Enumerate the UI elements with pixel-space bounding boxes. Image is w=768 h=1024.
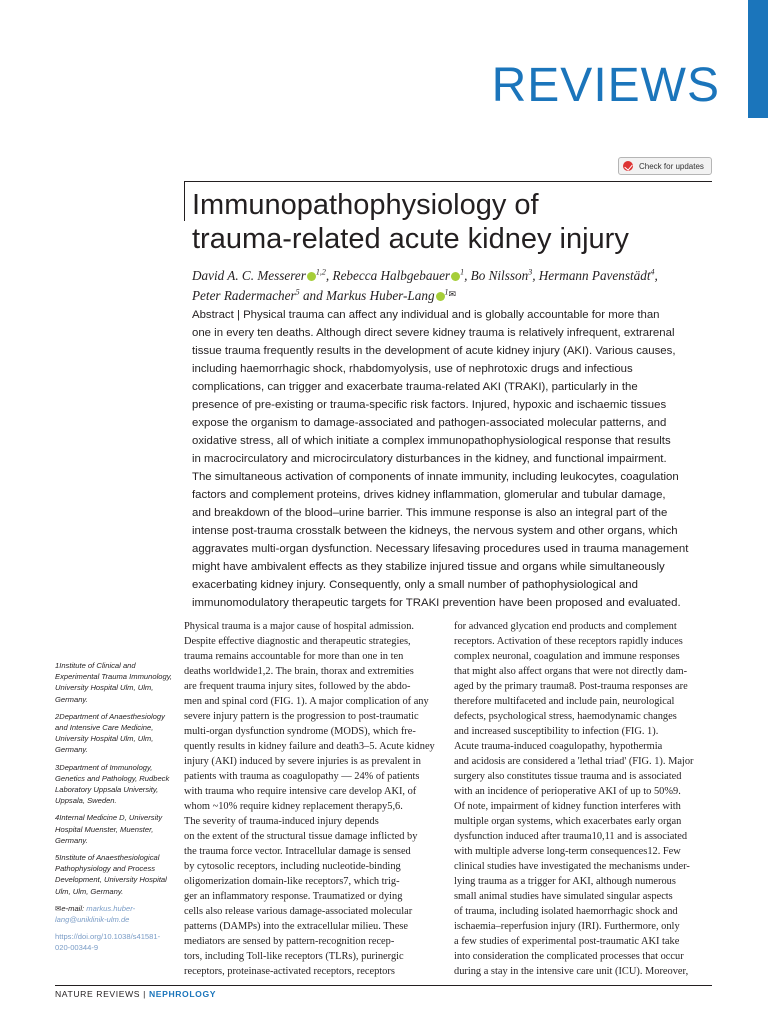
author-affiliation: 3	[528, 267, 533, 277]
affiliation: 1Institute of Clinical and Experimental Trauma Immunology, University Hospital Ulm, Ulm, Germany.	[55, 661, 173, 704]
title-line-1: Immunopathophysiology of	[192, 189, 539, 221]
journal-section: NEPHROLOGY	[148, 989, 217, 999]
author-name[interactable]: David A. C. Messerer	[192, 268, 306, 283]
author-affiliation: 1	[460, 267, 465, 277]
check-updates-label: Check for updates	[639, 161, 704, 171]
footer	[55, 989, 216, 999]
article-title	[192, 188, 712, 256]
author-name[interactable]: Markus Huber-Lang	[326, 288, 435, 303]
orcid-icon[interactable]	[451, 272, 460, 281]
author-affiliation: 4	[650, 267, 655, 277]
author-list: David A. C. Messerer $^{1,2}$, Rebecca Halbgebauer $^1$, Bo Nilsson$^3$, Hermann Pavenstädt$^4$, Peter Radermacher$^5$ and Markus Huber-Lang $^{1✉}$	[192, 267, 658, 303]
affiliation: 2Department of Anaesthesiology and Intensive Care Medicine, University Hospital Ulm, Ulm, Germany.	[55, 711, 165, 755]
affiliation: 4Internal Medicine D, University Hospital Muenster, Muenster, Germany.	[55, 813, 163, 845]
author-affiliation: 5	[295, 287, 300, 297]
affiliation: 3Department of Immunology, Genetics and Pathology, Rudbeck Laboratory Uppsala University, Uppsala, Sweden.	[55, 762, 170, 806]
email-line	[55, 903, 175, 925]
abstract-label: Abstract	[192, 309, 234, 321]
title-vertical-rule	[184, 181, 185, 221]
affiliations	[55, 660, 175, 960]
title-rule	[184, 181, 712, 182]
doi-link[interactable]: https://doi.org/10.1038/s41581-020-00344-9	[55, 932, 161, 953]
author-name[interactable]: Peter Radermacher	[192, 288, 296, 303]
envelope-icon[interactable]: ✉	[448, 289, 457, 299]
check-updates-button[interactable]	[618, 157, 712, 175]
orcid-icon[interactable]	[436, 292, 445, 301]
author-affiliation: 1,2	[315, 267, 326, 277]
author-affiliation: 1	[444, 287, 449, 297]
title-line-2: trauma-related acute kidney injury	[192, 223, 629, 255]
orcid-icon[interactable]	[307, 272, 316, 281]
abstract-text: Physical trauma can affect any individual and is globally accountable for more than one in every ten deaths. Although direct severe kidney trauma is relatively infrequent, extrarenal tissue trauma frequently results in the development of acute kidney injury (AKI). Various causes, including haemorrhagic shock, rhabdomyolysis, use of nephrotoxic drugs and infectious complications, can trigger and exacerbate trauma-related AKI (TRAKI), particularly in the presence of pre-existing or trauma-specific risk factors. Injured, hypoxic and ischaemic tissues expose the organism to damage-associated and pathogen-associated molecular patterns, and oxidative stress, all of which initiate a complex immunopathophysiological response that results in macrocirculatory and microcirculatory disturbances in the kidney, and functional impairment. The simultaneous activation of components of innate immunity, including leukocytes, coagulation factors and complement proteins, drives kidney inflammation, glomerular and tubular damage, and breakdown of the blood–urine barrier. This immune response is also an integral part of the intense post-trauma crosstalk between the kidneys, the nervous system and other organs, which aggravates multi-organ dysfunction. Necessary lifesaving procedures used in trauma management might have ambivalent effects as they stabilize injured tissue and organs while simultaneously exacerbating kidney injury. Consequently, only a small number of pathophysiological and immunomodulatory therapeutic targets for TRAKI prevention have been proposed and evaluated.	[192, 309, 689, 609]
section-color-bar	[748, 0, 768, 118]
section-label: REVIEWS	[491, 59, 720, 112]
author-name[interactable]: Rebecca Halbgebauer	[332, 268, 451, 283]
email-link[interactable]: markus.huber-lang@uniklinik-ulm.de	[55, 903, 136, 925]
footer-separator: |	[143, 989, 146, 999]
journal-name: NATURE REVIEWS	[55, 989, 141, 999]
author-name[interactable]: Hermann Pavenstädt	[538, 268, 651, 283]
affiliation: 5Institute of Anaesthesiological Pathophysiology and Process Development, University Hospital Ulm, Ulm, Germany.	[55, 853, 167, 896]
body-column-1: Physical trauma is a major cause of hospital admission. Despite effective diagnostic and therapeutic strategies, trauma remains accountable for more than one in ten deaths worldwide1,2. The brain, thorax and extremities are frequent trauma injury sites, followed by the abdo- men and spinal cord (FIG. 1). A major complication of any severe injury pattern is the progression to post-traumatic multi-organ dysfunction syndrome (MODS), which fre- quently results in kidney failure and death3–5. Acute kidney injury (AKI) induced by severe injuries is as prevalent in patients with trauma as coagulopathy — 24% of patients with trauma who require intensive care develop AKI, of whom ~10% require kidney replacement therapy5,6. The severity of trauma-induced injury depends on the extent of the structural tissue damage inflicted by the trauma force vector. Intracellular damage is sensed by cytosolic receptors, including nucleotide-binding oligomerization domain-like receptors7, which trig- ger an inflammatory response. Traumatized or dying cells also release various damage-associated molecular patterns (DAMPs) into the extracellular milieu. These mediators are sensed by pattern-recognition recep- tors, including Toll-like receptors (TLRs), purinergic receptors, proteinase-activated receptors, receptors	[184, 621, 435, 977]
footer-rule	[55, 985, 712, 986]
email-label: e-mail:	[61, 903, 85, 913]
author-name[interactable]: Bo Nilsson	[470, 268, 529, 283]
abstract: Abstract | Physical trauma can affect any individual and is globally accountable for more than one in every ten deaths. Although direct severe kidney trauma is relatively infrequent, extrarenal tissue trauma frequently results in the development of acute kidney injury (AKI). Various causes, including haemorrhagic shock, rhabdomyolysis, use of nephrotoxic drugs and infectious complications, can trigger and exacerbate trauma-related AKI (TRAKI), particularly in the presence of pre-existing or trauma-specific risk factors. Injured, hypoxic and ischaemic tissues expose the organism to damage-associated and pathogen-associated molecular patterns, and oxidative stress, all of which initiate a complex immunopathophysiological response that results in macrocirculatory and microcirculatory disturbances in the kidney, and functional impairment. The simultaneous activation of components of innate immunity, including leukocytes, coagulation factors and complement proteins, drives kidney inflammation, glomerular and tubular damage, and breakdown of the blood–urine barrier. This immune response is also an integral part of the intense post-trauma crosstalk between the kidneys, the nervous system and other organs, which aggravates multi-organ dysfunction. Necessary lifesaving procedures used in trauma management might have ambivalent effects as they stabilize injured tissue and organs while simultaneously exacerbating kidney injury. Consequently, only a small number of pathophysiological and immunomodulatory therapeutic targets for TRAKI prevention have been proposed and evaluated.	[192, 309, 689, 609]
envelope-icon: ✉	[55, 903, 62, 913]
body-column-2: for advanced glycation end products and complement receptors. Activation of these receptors rapidly induces complex neuronal, coagulation and immune responses that might also affect organs that were not directly dam- aged by the primary trauma8. Post-trauma responses are therefore multifaceted and include pain, neurological defects, psychological stress, haemodynamic changes and increased susceptibility to infection (FIG. 1). Acute trauma-induced coagulopathy, hypothermia and acidosis are considered a 'lethal triad' (FIG. 1). Major surgery also constitutes tissue trauma and is associated with an incidence of perioperative AKI of up to 50%9. Of note, impairment of kidney function interferes with multiple organ systems, which exacerbates early organ dysfunction induced after trauma10,11 and is associated with multiple adverse long-term consequences12. Few clinical studies have investigated the mechanisms under- lying trauma as a trigger for AKI, although numerous small animal studies have simulated singular aspects of trauma, including isolated haemorrhagic shock and ischaemia–reperfusion injury (IRI). Furthermore, only a few studies of experimental post-traumatic AKI take into consideration the complicated processes that occur during a stay in the intensive care unit (ICU). Moreover,	[454, 621, 694, 977]
check-updates-icon	[623, 161, 633, 171]
